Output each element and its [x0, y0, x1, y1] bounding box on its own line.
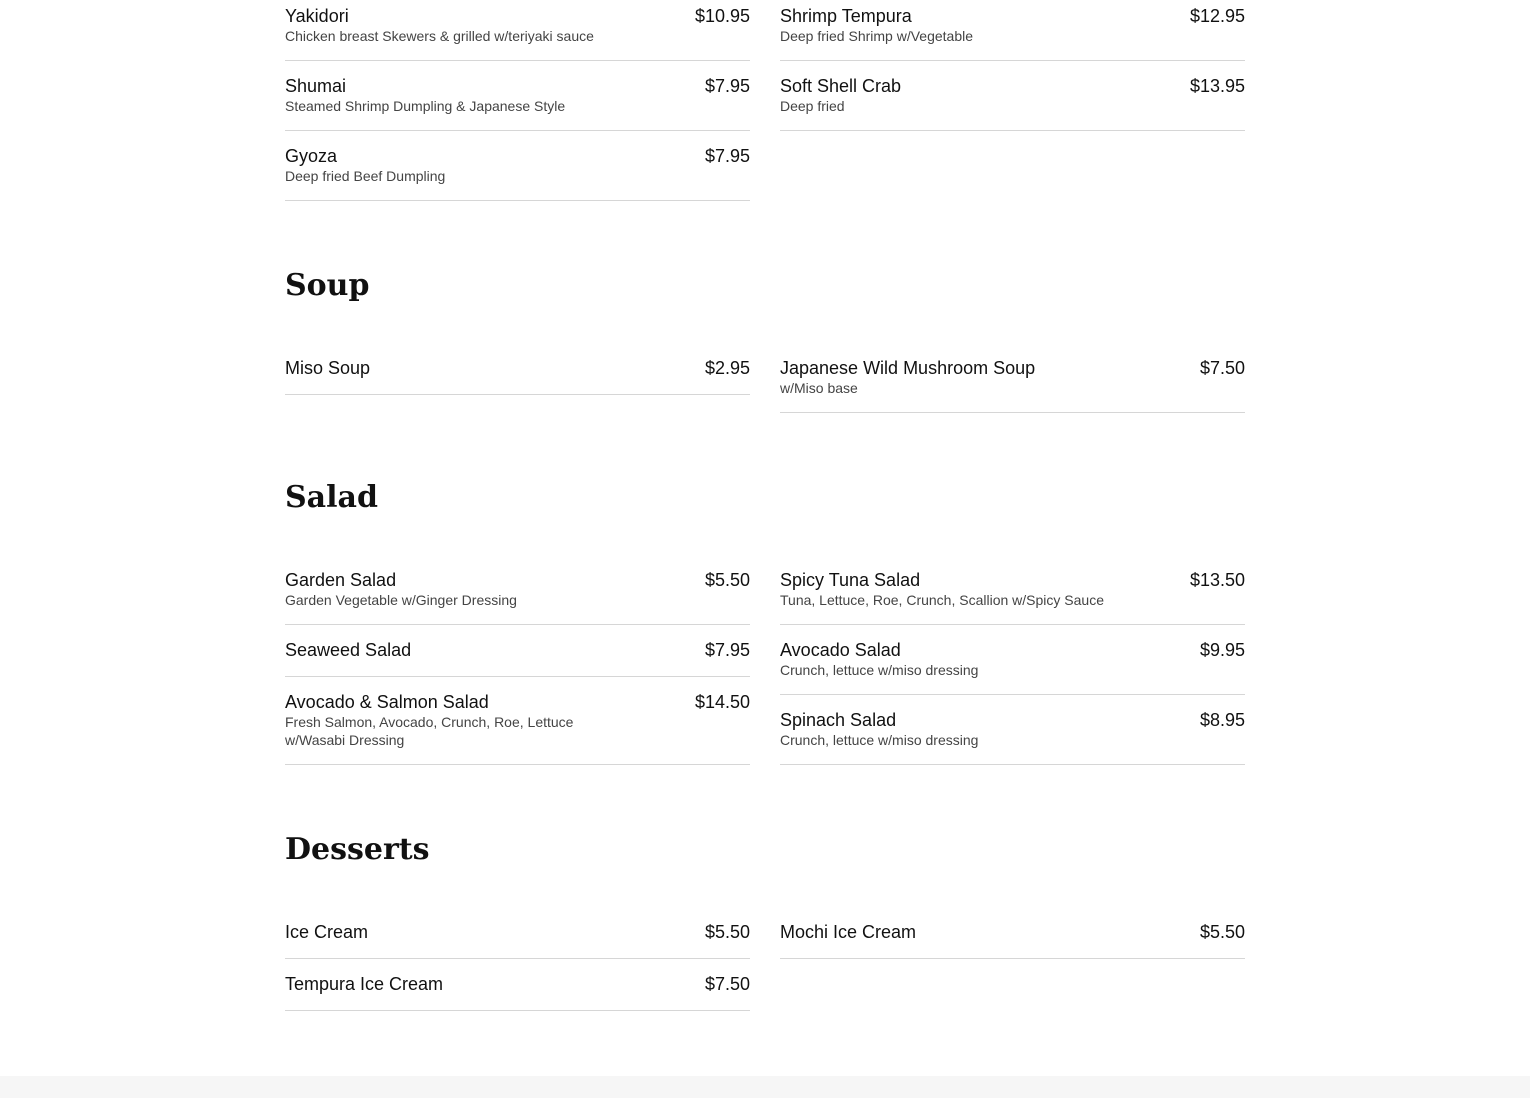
- menu-item: [780, 6, 1245, 61]
- appetizers-right-column: [780, 6, 1245, 131]
- item-name: Shumai: [285, 76, 347, 96]
- item-price: $5.50: [704, 922, 750, 942]
- salad-left-column: [285, 570, 750, 765]
- appetizers-left-column: [285, 6, 750, 201]
- menu-item: [780, 922, 1245, 959]
- item-name: Spicy Tuna Salad: [780, 570, 921, 590]
- item-price: $7.95: [704, 146, 750, 166]
- item-price: $5.50: [1199, 922, 1245, 942]
- item-price: $13.95: [1189, 76, 1245, 96]
- menu-item: [285, 358, 750, 395]
- item-price: $10.95: [694, 6, 750, 26]
- item-name: Shrimp Tempura: [780, 6, 912, 26]
- item-name: Spinach Salad: [780, 710, 897, 730]
- item-description: Steamed Shrimp Dumpling & Japanese Style: [285, 98, 566, 114]
- desserts-right-column: [780, 922, 1245, 959]
- menu-item: [285, 677, 750, 765]
- item-description: w/Miso base: [780, 380, 858, 396]
- menu-item: [780, 625, 1245, 695]
- item-description: Deep fried Shrimp w/Vegetable: [780, 28, 973, 44]
- item-name: Gyoza: [285, 146, 338, 166]
- item-price: $2.95: [704, 358, 750, 378]
- menu-item: [285, 959, 750, 1011]
- item-description: Fresh Salmon, Avocado, Crunch, Roe, Lettuce w/Wasabi Dressing: [285, 714, 574, 748]
- item-price: $12.95: [1189, 6, 1245, 26]
- menu-item: [780, 570, 1245, 625]
- item-name: Mochi Ice Cream: [780, 922, 917, 942]
- soup-left-column: [285, 358, 750, 395]
- menu-item: [285, 625, 750, 677]
- item-price: $8.95: [1199, 710, 1245, 730]
- desserts-left-column: [285, 922, 750, 1011]
- item-description: Deep fried Beef Dumpling: [285, 168, 446, 184]
- soup-right-column: [780, 358, 1245, 413]
- menu-item: [285, 6, 750, 61]
- footer-bar: [0, 1076, 1530, 1098]
- item-name: Soft Shell Crab: [780, 76, 902, 96]
- item-description: Crunch, lettuce w/miso dressing: [780, 732, 979, 748]
- item-name: Garden Salad: [285, 570, 397, 590]
- menu-item: [285, 570, 750, 625]
- item-name: Seaweed Salad: [285, 640, 412, 660]
- item-name: Ice Cream: [285, 922, 369, 942]
- item-description: Deep fried: [780, 98, 845, 114]
- item-name: Tempura Ice Cream: [285, 974, 444, 994]
- menu-item: [285, 61, 750, 131]
- section-title-salad: Salad: [285, 480, 378, 515]
- item-description: Tuna, Lettuce, Roe, Crunch, Scallion w/Spicy Sauce: [780, 592, 1104, 608]
- item-price: $7.50: [704, 974, 750, 994]
- item-price: $13.50: [1189, 570, 1245, 590]
- item-name: Japanese Wild Mushroom Soup: [780, 358, 1036, 378]
- item-price: $7.95: [704, 640, 750, 660]
- item-description: Crunch, lettuce w/miso dressing: [780, 662, 979, 678]
- item-price: $14.50: [694, 692, 750, 712]
- menu-item: [285, 922, 750, 959]
- item-price: $7.95: [704, 76, 750, 96]
- item-price: $7.50: [1199, 358, 1245, 378]
- item-price: $9.95: [1199, 640, 1245, 660]
- menu-item: [780, 358, 1245, 413]
- item-description: Garden Vegetable w/Ginger Dressing: [285, 592, 517, 608]
- menu-item: [780, 695, 1245, 765]
- menu-item: [780, 61, 1245, 131]
- section-title-desserts: Desserts: [285, 832, 430, 867]
- item-name: Miso Soup: [285, 358, 371, 378]
- item-name: Yakidori: [285, 6, 349, 26]
- item-name: Avocado Salad: [780, 640, 901, 660]
- salad-right-column: [780, 570, 1245, 765]
- section-title-soup: Soup: [285, 268, 370, 303]
- item-price: $5.50: [704, 570, 750, 590]
- item-name: Avocado & Salmon Salad: [285, 692, 489, 712]
- item-description: Chicken breast Skewers & grilled w/teriyaki sauce: [285, 28, 594, 44]
- menu-item: [285, 131, 750, 201]
